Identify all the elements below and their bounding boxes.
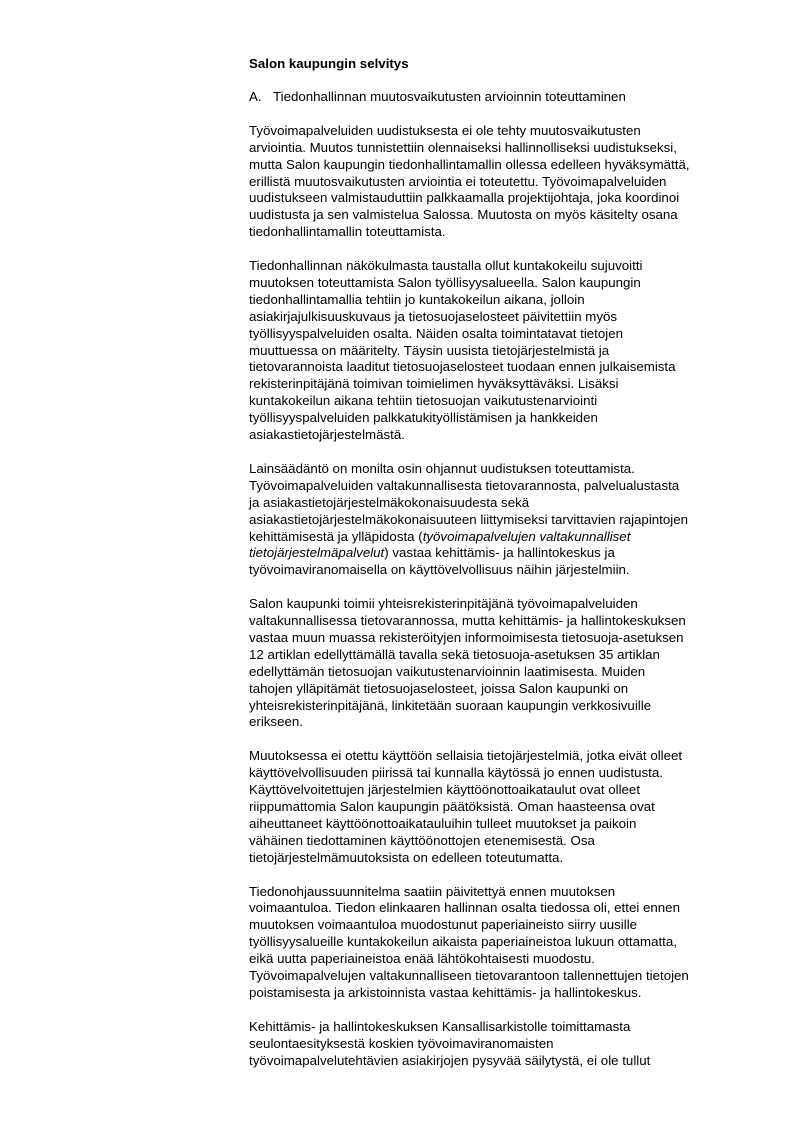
italic-term: tietojärjestelmäpalvelut xyxy=(249,545,385,561)
section-heading-text: Tiedonhallinnan muutosvaikutusten arvioinnin toteuttaminen xyxy=(273,89,626,104)
paragraph-line: ja asiakastietojärjestelmäkokonaisuudesta sekä xyxy=(249,494,530,510)
paragraph-line: erillistä muutosvaikutusten arviointia ei toteutettu. Työvoimapalveluiden xyxy=(249,173,667,189)
paragraph-line: työvoimaviranomaisella on käyttövelvollisuus näihin järjestelmiin. xyxy=(249,562,630,578)
paragraph-line: asiakastietojärjestelmästä. xyxy=(249,427,405,443)
paragraph-line: yhteisrekisterinpitäjänä, linkitetään suoraan kaupungin verkkosivuille xyxy=(249,697,652,713)
paragraph-line: Työvoimapalvelujen valtakunnalliseen tietovarantoon tallennettujen tietojen xyxy=(249,967,689,983)
paragraph-line: arviointia. Muutos tunnistettiin olennaiseksi hallinnolliseksi uudistukseksi, xyxy=(249,139,677,155)
line-text: ) vastaa kehittämis- ja hallintokeskus ja xyxy=(384,545,615,561)
paragraph-line: tietovarannoista laaditut tietosuojaselosteet tuodaan ennen julkaisemista xyxy=(249,359,676,375)
paragraph-line: poistamisesta ja arkistoinnista vastaa kehittämis- ja hallintokeskus. xyxy=(249,984,642,1000)
paragraph-2 xyxy=(249,258,739,444)
paragraph-line: mutta Salon kaupungin tiedonhallintamallin ollessa edelleen hyväksymättä, xyxy=(249,156,690,172)
paragraph-line: Käyttövelvoitettujen järjestelmien käyttöönottoaikataulut ovat olleet xyxy=(249,782,641,798)
paragraph-line: riippumattomia Salon kaupungin päätöksistä. Oman haasteensa ovat xyxy=(249,798,655,814)
section-heading xyxy=(249,89,739,106)
paragraph-line: Kehittämis- ja hallintokeskuksen Kansallisarkistolle toimittamasta xyxy=(249,1018,631,1034)
paragraph-line: työvoimapalvelutehtävien asiakirjojen pysyvää säilytystä, ei ole tullut xyxy=(249,1052,651,1068)
paragraph-line: muuttuessa on määritelty. Täysin uusista tietojärjestelmistä ja xyxy=(249,342,610,358)
paragraph-line: eikä uutta paperiaineistoa enää lähtökohtaisesti muodostu. xyxy=(249,951,595,967)
paragraph-line: kuntakokeilun aikana tehtiin tietosuojan vaikutustenarviointi xyxy=(249,393,598,409)
paragraph-line: rekisterinpitäjänä toimivan toimielimen hyväksyttäväksi. Lisäksi xyxy=(249,376,619,392)
paragraph-line: käyttövelvollisuuden piirissä tai kunnalla käytössä jo ennen uudistusta. xyxy=(249,765,663,781)
document-page xyxy=(249,56,739,1086)
paragraph-line: 12 artiklan edellyttämällä tavalla sekä tietosuoja-asetuksen 35 artiklan xyxy=(249,646,660,662)
paragraph-3 xyxy=(249,461,739,579)
paragraph-1 xyxy=(249,123,739,241)
paragraph-line: muutoksen toteuttamista Salon työllisyysalueella. Salon kaupungin xyxy=(249,275,641,291)
paragraph-line: Tiedonhallinnan näkökulmasta taustalla ollut kuntakokeilu sujuvoitti xyxy=(249,258,643,274)
paragraph-line: uudistukseen valmistauduttiin palkkaamalla projektijohtaja, joka koordinoi xyxy=(249,190,680,206)
paragraph-line: seulontaesityksestä koskien työvoimaviranomaisten xyxy=(249,1035,554,1051)
paragraph-4 xyxy=(249,596,739,731)
paragraph-line xyxy=(249,529,739,546)
line-text: kehittämisestä ja ylläpidosta ( xyxy=(249,528,423,544)
paragraph-line: asiakastietojärjestelmäkokonaisuuteen liittymiseksi tarvittavien rajapintojen xyxy=(249,511,689,527)
paragraph-6 xyxy=(249,884,739,1002)
paragraph-line: voimaantuloa. Tiedon elinkaaren hallinnan osalta tiedossa oli, ettei ennen xyxy=(249,900,680,916)
paragraph-line: tietojärjestelmämuutoksista on edelleen toteutumatta. xyxy=(249,849,564,865)
paragraph-line: erikseen. xyxy=(249,714,303,730)
paragraph-line: muutoksen voimaantuloa muodostunut paperiaineisto siirry uusille xyxy=(249,917,638,933)
document-title: Salon kaupungin selvitys xyxy=(249,56,409,71)
paragraph-line: Muutoksessa ei otettu käyttöön sellaisia tietojärjestelmiä, jotka eivät olleet xyxy=(249,748,683,764)
paragraph-line: tahojen ylläpitämät tietosuojaselosteet, joissa Salon kaupunki on xyxy=(249,680,629,696)
paragraph-5 xyxy=(249,748,739,866)
paragraph-line: vastaa muun muassa rekisteröityjen informoimisesta tietosuoja-asetuksen xyxy=(249,629,684,645)
paragraph-line: tiedonhallintamallin toteuttamista. xyxy=(249,224,446,240)
paragraph-line: valtakunnallisessa tietovarannossa, mutta kehittämis- ja hallintokeskuksen xyxy=(249,613,686,629)
paragraph-line: Salon kaupunki toimii yhteisrekisterinpitäjänä työvoimapalveluiden xyxy=(249,596,638,612)
paragraph-line: Työvoimapalveluiden valtakunnallisesta tietovarannosta, palvelualustasta xyxy=(249,477,680,493)
paragraph-line: työllisyyspalveluiden osalta. Näiden osalta toimintatavat tietojen xyxy=(249,325,624,341)
paragraph-line xyxy=(249,545,739,562)
paragraph-line: Lainsäädäntö on monilta osin ohjannut uudistuksen toteuttamista. xyxy=(249,460,635,476)
paragraph-line: tiedonhallintamallia tehtiin jo kuntakokeilun aikana, jolloin xyxy=(249,291,585,307)
paragraph-line: uudistusta ja sen valmistelua Salossa. Muutosta on myös käsitelty osana xyxy=(249,207,678,223)
paragraph-line: työllisyysalueille kuntakokeilun aikaista paperiaineistoa lukuun ottamatta, xyxy=(249,934,677,950)
paragraph-line: vähäinen tiedottaminen käyttöönottojen etenemisestä. Osa xyxy=(249,832,595,848)
paragraph-line: asiakirjajulkisuuskuvaus ja tietosuojaselosteet päivitettiin myös xyxy=(249,308,618,324)
italic-term: työvoimapalvelujen valtakunnalliset xyxy=(422,528,631,544)
paragraph-line: edellyttämän tietosuojan vaikutustenarvioinnin laatimisesta. Muiden xyxy=(249,663,646,679)
paragraph-7 xyxy=(249,1019,739,1070)
paragraph-line: Tiedonohjaussuunnitelma saatiin päivitettyä ennen muutoksen xyxy=(249,883,616,899)
paragraph-line: työllisyyspalveluiden palkkatukityöllistämisen ja hankkeiden xyxy=(249,410,598,426)
section-letter: A. xyxy=(249,89,262,104)
paragraph-line: aiheuttaneet käyttöönottoaikatauluihin tulleet muutokset ja paikoin xyxy=(249,815,637,831)
paragraph-line: Työvoimapalveluiden uudistuksesta ei ole tehty muutosvaikutusten xyxy=(249,122,641,138)
